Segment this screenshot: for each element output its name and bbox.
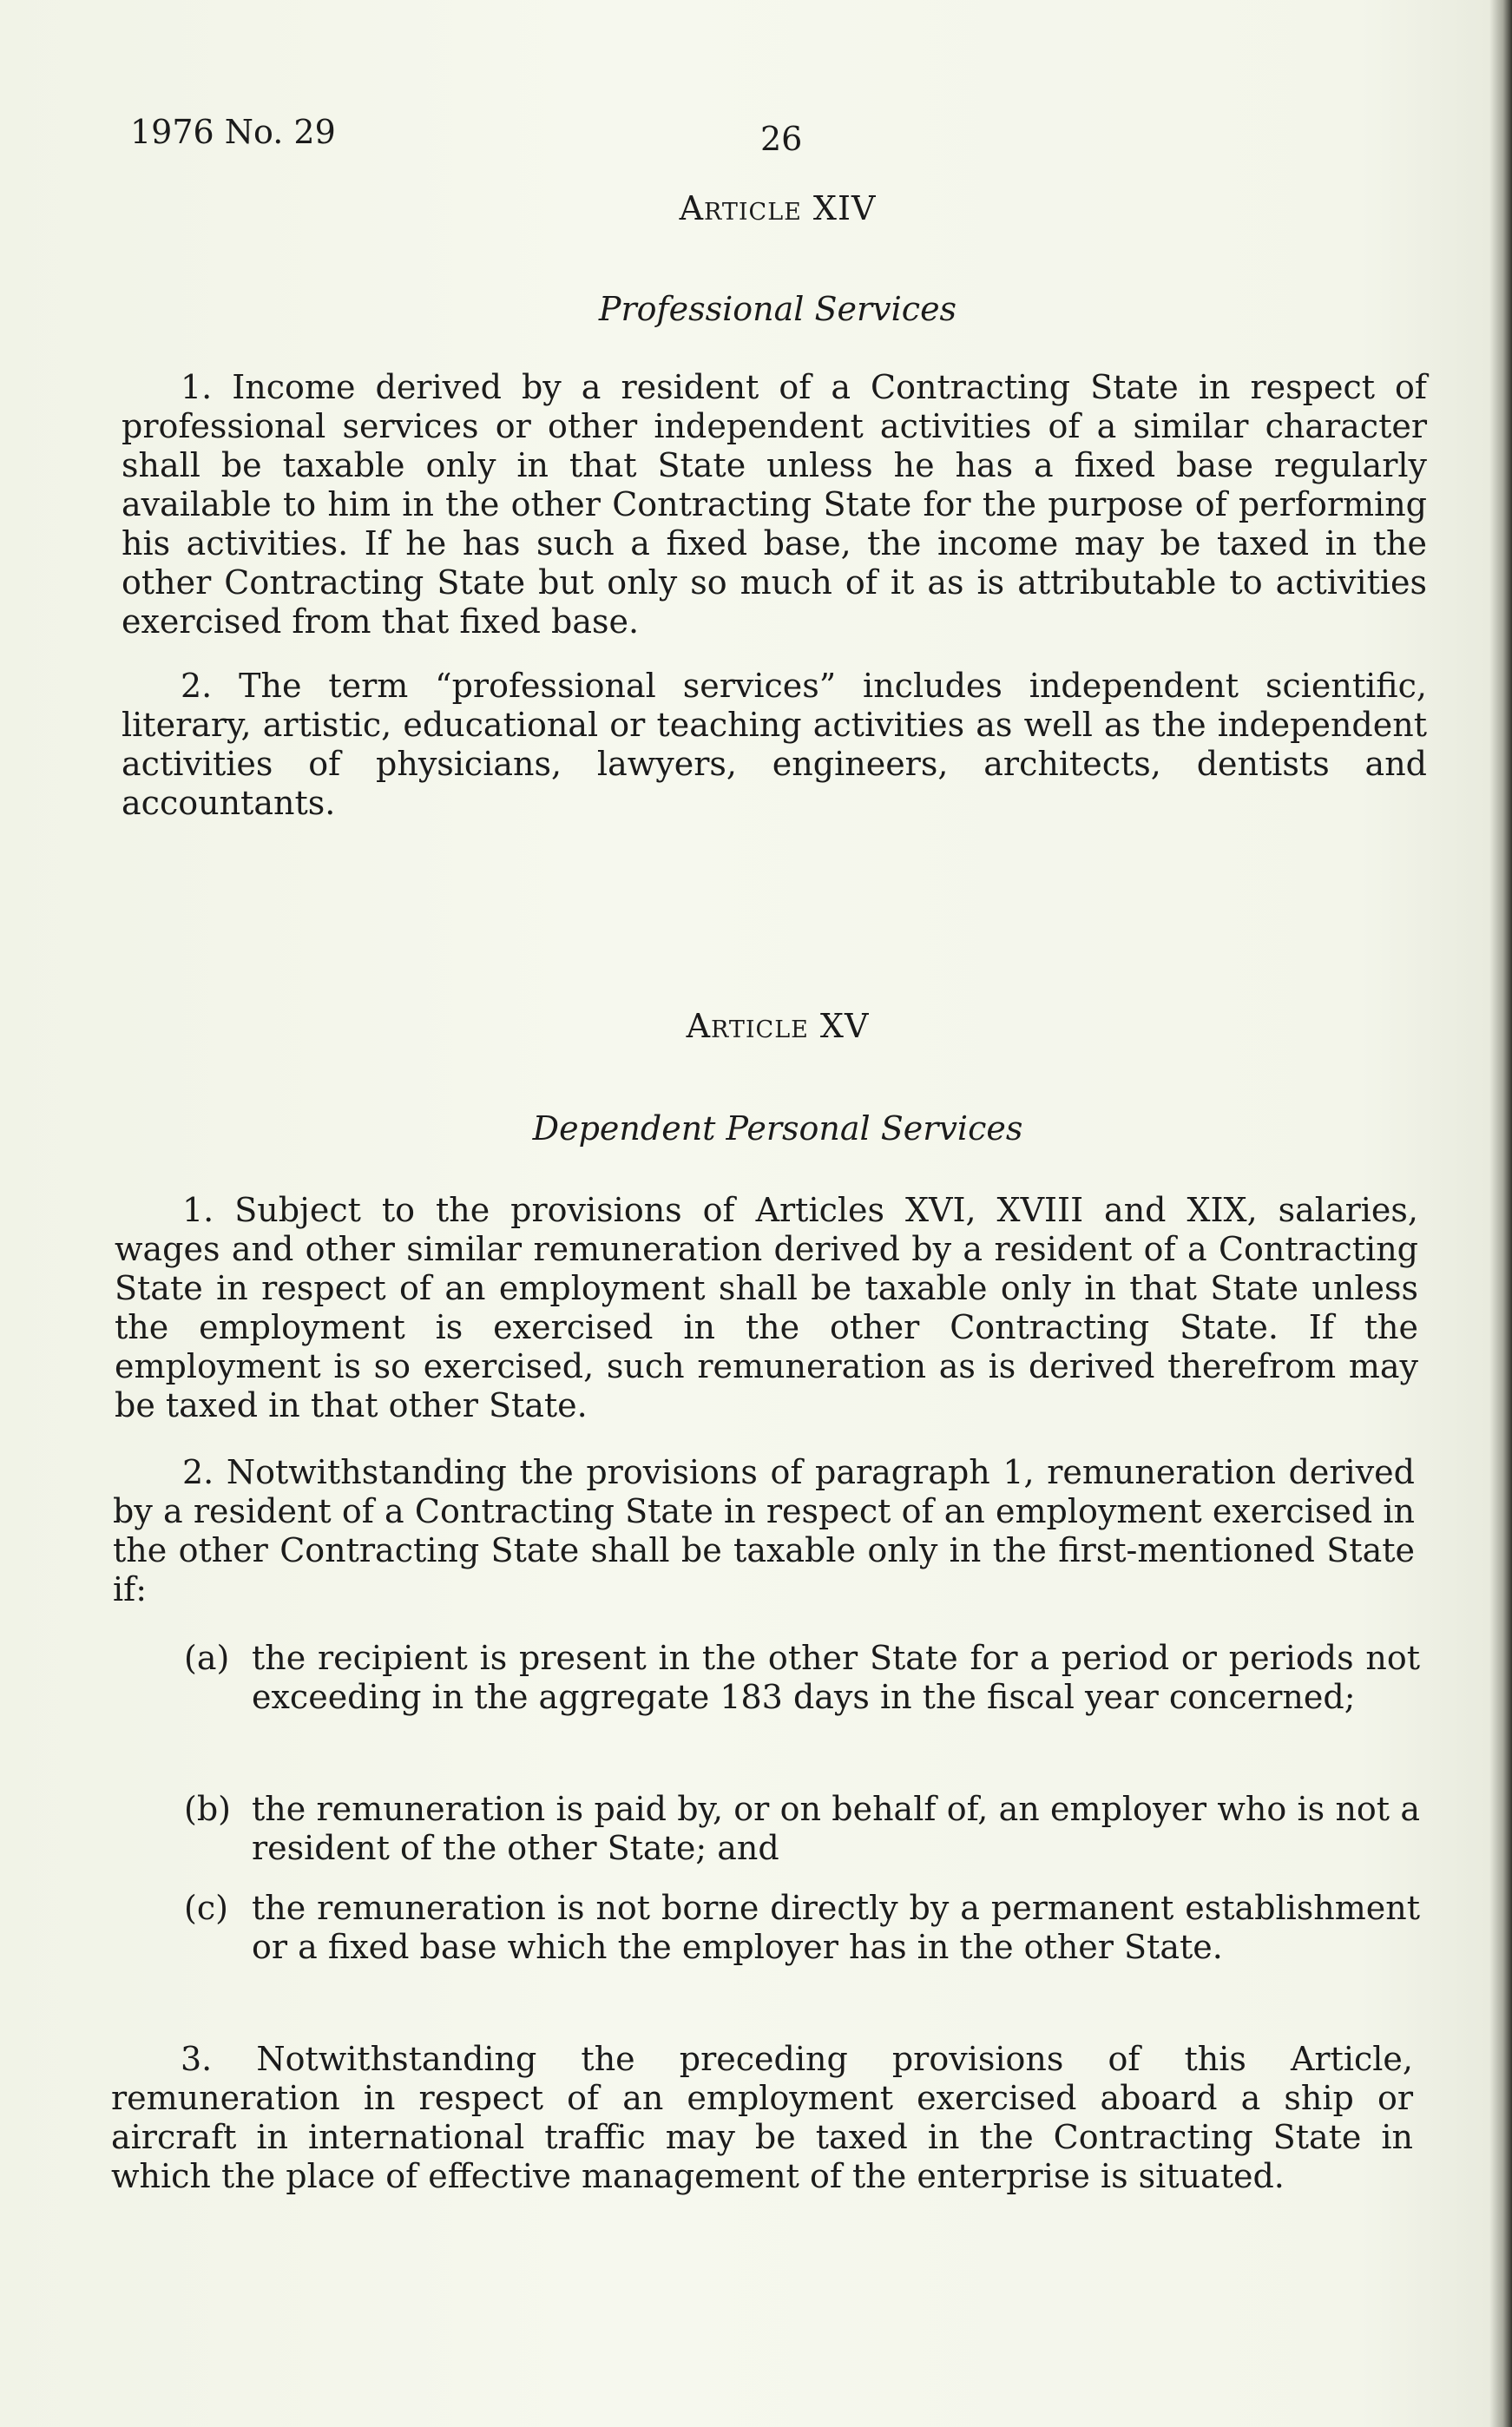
condition-label: (c) (184, 1889, 228, 1927)
condition-text: the remuneration is paid by, or on behalf of, an employer who is not a resident of the other State; and (252, 1790, 1420, 1867)
article-14-title: Professional Services (598, 290, 957, 328)
page-number: 26 (760, 120, 803, 158)
treaty-reference: 1976 No. 29 (130, 113, 336, 151)
condition-item-a (184, 1639, 1420, 1717)
condition-label: (b) (184, 1790, 231, 1828)
article-15-paragraph-1: 1. Subject to the provisions of Articles XVI, XVIII and XIX, salaries, wages and other similar remuneration derived by a resident of a Contracting State in respect of an employment shall be taxable only in that State unless the employment is exercised in the other Contracting State. If the employment is so exercised, such remuneration as is derived therefrom may be taxed in that other State. (115, 1191, 1418, 1424)
condition-item-b (184, 1790, 1420, 1868)
article-15-paragraph-2: 2. Notwithstanding the provisions of paragraph 1, remuneration derived by a resident of a Contracting State in respect of an employment exercised in the other Contracting State shall be taxable only in the first-mentioned State if: (113, 1453, 1415, 1608)
binding-edge-shadow (1489, 0, 1512, 2427)
article-14-heading: Article XIV (679, 189, 877, 227)
article-14-paragraph-1: 1. Income derived by a resident of a Contracting State in respect of professional services or other independent activities of a similar character shall be taxable only in that State unless he has a fixed base regularly available to him in the other Contracting State for the purpose of performing his activities. If he has such a fixed base, the income may be taxed in the other Contracting State but only so much of it as is attributable to activities exercised from that fixed base. (122, 368, 1427, 641)
condition-label: (a) (184, 1639, 230, 1677)
article-15-title: Dependent Personal Services (532, 1109, 1023, 1148)
article-15-paragraph-3: 3. Notwithstanding the preceding provisions of this Article, remuneration in respect of an employment exercised aboard a ship or aircraft in international traffic may be taxed in the Contracting State in which the place of effective management of the enterprise is situated. (111, 2040, 1413, 2195)
condition-item-c (184, 1889, 1420, 1967)
article-14-paragraph-2: 2. The term “professional services” includes independent scientific, literary, artistic, educational or teaching activities as well as the independent activities of physicians, lawyers, engineers, architects, dentists and accountants. (122, 667, 1427, 822)
condition-text: the remuneration is not borne directly by a permanent establishment or a fixed base which the employer has in the other State. (252, 1889, 1420, 1966)
condition-text: the recipient is present in the other State for a period or periods not exceeding in the aggregate 183 days in the fiscal year concerned; (252, 1639, 1420, 1716)
article-15-heading: Article XV (686, 1007, 870, 1045)
